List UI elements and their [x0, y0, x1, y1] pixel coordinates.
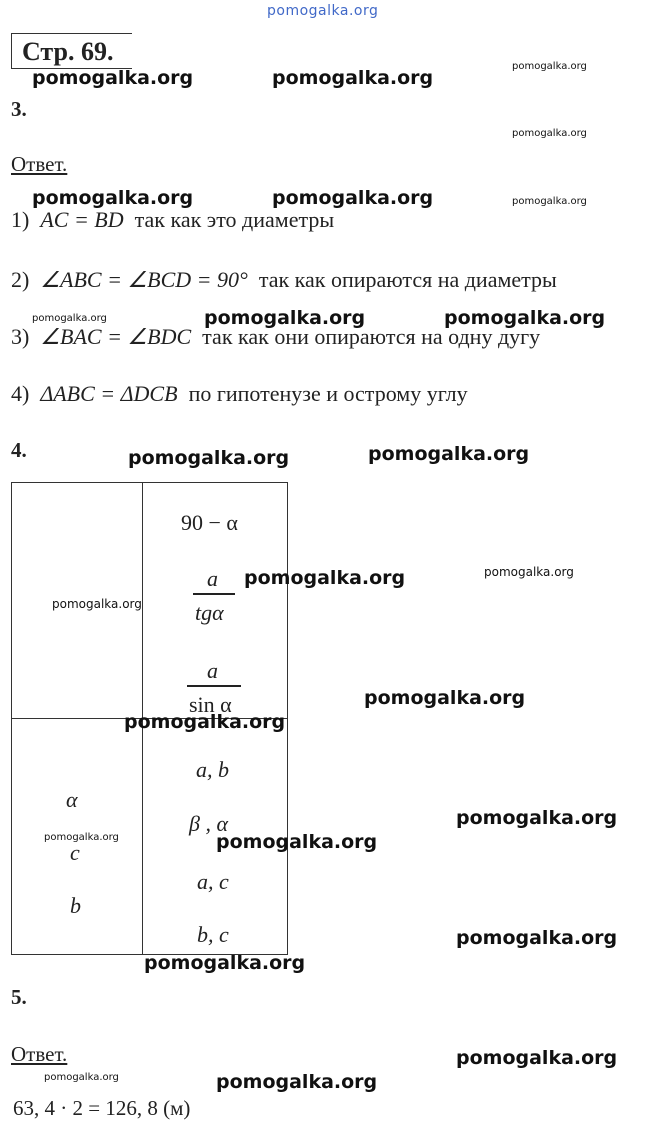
fraction-numerator: a — [207, 658, 218, 683]
table-cell-angle: 90 − α — [181, 510, 238, 535]
table-cell-given: b — [70, 893, 81, 918]
line-text: по гипотенузе и острому углу — [188, 381, 468, 406]
table-cell-found: b, c — [197, 922, 229, 947]
watermark: pomogalka.org — [32, 187, 194, 209]
watermark: pomogalka.org — [44, 1072, 119, 1083]
watermark: pomogalka.org — [456, 1047, 618, 1069]
watermark: pomogalka.org — [204, 307, 366, 329]
line-number: 1) — [11, 207, 30, 232]
watermark: pomogalka.org — [512, 128, 587, 139]
math-expression: ΔABC = ΔDCB — [40, 381, 178, 406]
fraction-bar — [193, 593, 235, 595]
table-cell-given: c — [70, 840, 80, 865]
table-cell-found: a, b — [196, 757, 229, 782]
line-text: так как опираются на диаметры — [258, 267, 557, 292]
page-title: Стр. 69. — [22, 37, 114, 66]
task-3-line-1 — [11, 207, 334, 233]
line-text: так как это диаметры — [134, 207, 335, 232]
watermark: pomogalka.org — [272, 187, 434, 209]
math-expression: AC = BD — [40, 207, 124, 232]
watermark: pomogalka.org — [512, 61, 587, 72]
math-expression: ∠ABC = ∠BCD = 90° — [40, 267, 248, 292]
watermark: pomogalka.org — [364, 687, 526, 709]
watermark: pomogalka.org — [128, 447, 290, 469]
watermark: pomogalka.org — [244, 567, 406, 589]
watermark: pomogalka.org — [144, 952, 306, 974]
watermark: pomogalka.org — [512, 196, 587, 207]
watermark: pomogalka.org — [216, 1071, 378, 1093]
watermark: pomogalka.org — [456, 927, 618, 949]
table-cell-given: α — [66, 787, 78, 812]
watermark: pomogalka.org — [124, 711, 286, 733]
table-cell-found: a, c — [197, 869, 229, 894]
watermark: pomogalka.org — [484, 565, 574, 579]
task-4-number: 4. — [11, 438, 27, 462]
watermark: pomogalka.org — [444, 307, 606, 329]
watermark: pomogalka.org — [52, 597, 142, 611]
task-3-line-4 — [11, 381, 468, 407]
fraction-bar — [187, 685, 241, 687]
fraction-denominator: tgα — [195, 600, 224, 625]
line-number: 4) — [11, 381, 30, 406]
fraction-numerator: a — [207, 566, 218, 591]
fraction-denominator: sin α — [189, 692, 232, 717]
task-5-formula: 63, 4 · 2 = 126, 8 (м) — [13, 1096, 191, 1120]
watermark: pomogalka.org — [272, 67, 434, 89]
task-3-answer-label: Ответ. — [11, 152, 68, 176]
watermark: pomogalka.org — [216, 831, 378, 853]
watermark: pomogalka.org — [32, 67, 194, 89]
task-5-answer-label: Ответ. — [11, 1042, 68, 1066]
task-5-number: 5. — [11, 985, 27, 1009]
math-expression: ∠BAC = ∠BDC — [40, 324, 192, 349]
watermark: pomogalka.org — [44, 832, 119, 843]
line-number: 2) — [11, 267, 30, 292]
watermark: pomogalka.org — [368, 443, 530, 465]
task-3-line-2 — [11, 267, 557, 293]
watermark: pomogalka.org — [32, 313, 107, 324]
task-3-number: 3. — [11, 97, 27, 121]
line-text: так как они опираются на одну дугу — [202, 324, 541, 349]
table-cell-found: β , α — [189, 811, 229, 836]
top-watermark: pomogalka.org — [267, 3, 379, 19]
line-number: 3) — [11, 324, 30, 349]
watermark: pomogalka.org — [456, 807, 618, 829]
